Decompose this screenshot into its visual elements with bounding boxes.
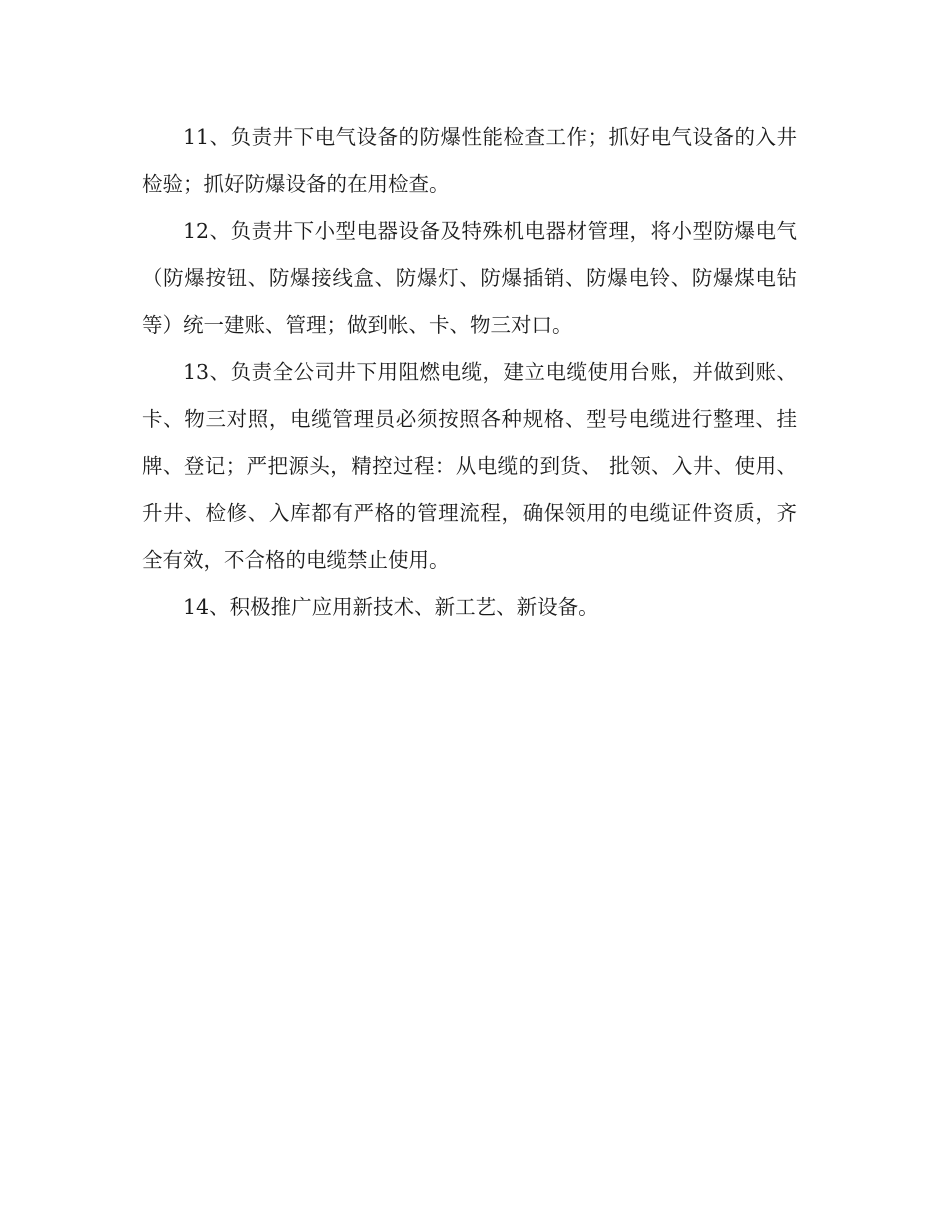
document-body — [142, 114, 797, 631]
paragraph-item-13: 13、负责全公司井下用阻燃电缆，建立电缆使用台账，并做到账、卡、物三对照，电缆管理员必须按照各种规格、型号电缆进行整理、挂牌、登记；严把源头，精控过程：从电缆的到货、 批领、入井、使用、升井、检修、入库都有严格的管理流程，确保领用的电缆证件资质，齐全有效，不合格的电缆禁止使用。 — [142, 360, 797, 572]
paragraph-item-12: 12、负责井下小型电器设备及特殊机电器材管理，将小型防爆电气（防爆按钮、防爆接线盒、防爆灯、防爆插销、防爆电铃、防爆煤电钻等）统一建账、管理；做到帐、卡、物三对口。 — [142, 219, 797, 337]
paragraph-item-11: 11、负责井下电气设备的防爆性能检查工作；抓好电气设备的入井检验；抓好防爆设备的在用检查。 — [142, 125, 797, 196]
paragraph-item-14: 14、积极推广应用新技术、新工艺、新设备。 — [183, 595, 599, 619]
